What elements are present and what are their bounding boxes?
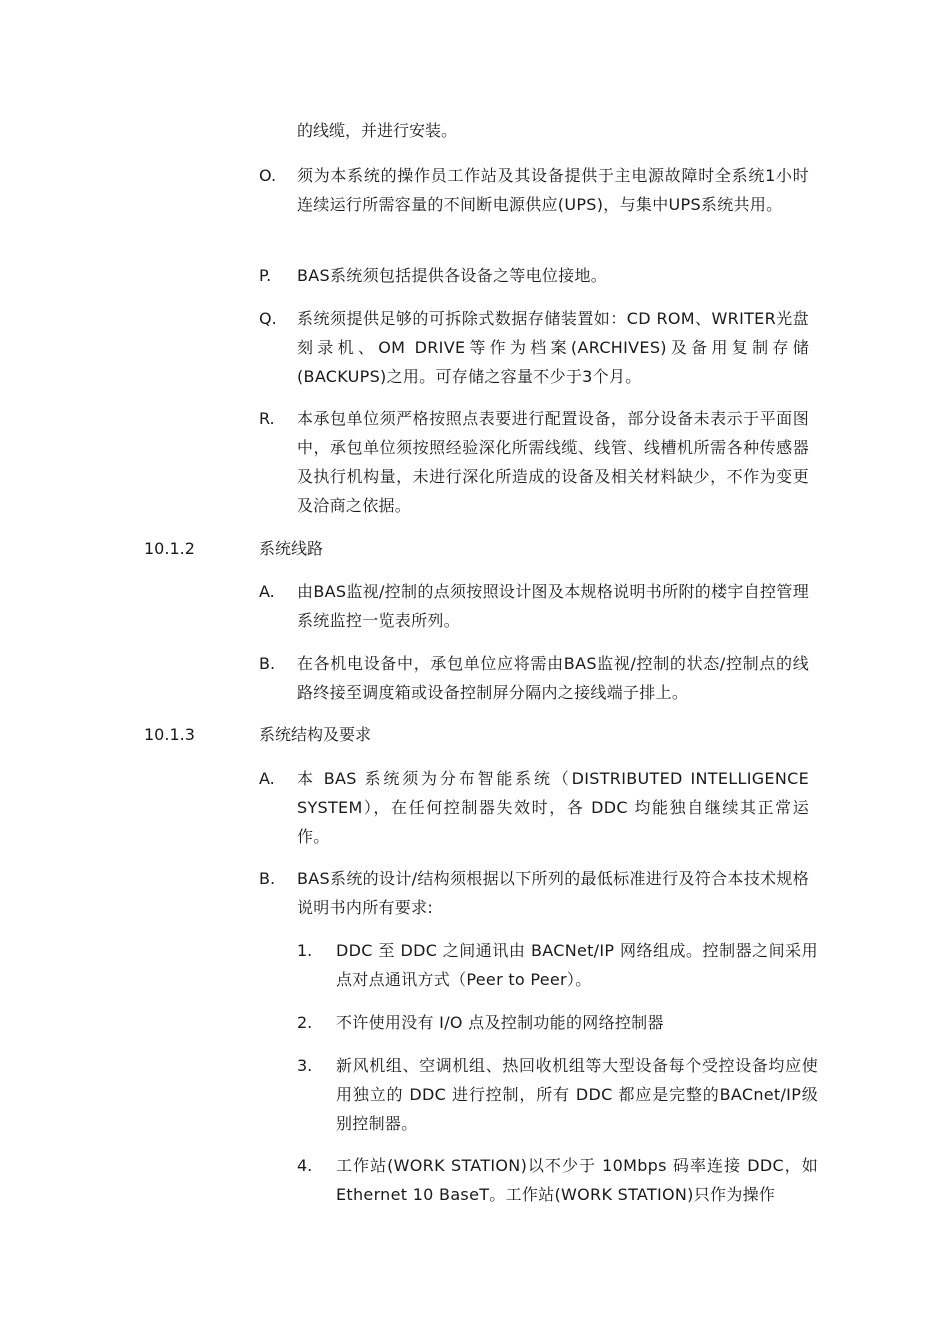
continuation-text: 的线缆，并进行安装。 — [297, 121, 458, 140]
section-title-1012: 系统线路 — [259, 539, 324, 558]
list-label: A. — [259, 582, 275, 601]
list-text: 本承包单位须严格按照点表要进行配置设备，部分设备未表示于平面图中，承包单位须按照经验深化所需线缆、线管、线槽机所需各种传感器及执行机构量，未进行深化所造成的设备及相关材料缺少，不作为变更及洽商之依据。 — [297, 409, 809, 515]
list-item-1012-a — [259, 577, 819, 635]
list-item-r — [259, 404, 819, 520]
sublist-item-3 — [297, 1051, 827, 1138]
section-number-1013: 10.1.3 — [144, 725, 195, 744]
sublist-item-1 — [297, 936, 827, 994]
section-title-1013: 系统结构及要求 — [259, 725, 372, 744]
list-text: 本 BAS 系统须为分布智能系统（DISTRIBUTED INTELLIGENCE SYSTEM），在任何控制器失效时，各 DDC 均能独自继续其正常运作。 — [297, 769, 809, 846]
list-label: 2. — [297, 1013, 313, 1032]
section-number-1012: 10.1.2 — [144, 539, 195, 558]
list-item-p — [259, 261, 819, 290]
list-label: B. — [259, 869, 276, 888]
list-item-q — [259, 304, 819, 391]
list-label: P. — [259, 266, 272, 285]
list-label: A. — [259, 769, 275, 788]
list-label: R. — [259, 409, 275, 428]
list-text: 须为本系统的操作员工作站及其设备提供于主电源故障时全系统1小时连续运行所需容量的不间断电源供应(UPS)，与集中UPS系统共用。 — [297, 166, 809, 214]
list-label: 3. — [297, 1056, 313, 1075]
list-text: DDC 至 DDC 之间通讯由 BACNet/IP 网络组成。控制器之间采用点对点通讯方式（Peer to Peer）。 — [336, 941, 818, 989]
list-text: 新风机组、空调机组、热回收机组等大型设备每个受控设备均应使用独立的 DDC 进行控制，所有 DDC 都应是完整的BACnet/IP级别控制器。 — [336, 1056, 818, 1133]
list-text: 由BAS监视/控制的点须按照设计图及本规格说明书所附的楼宇自控管理系统监控一览表所列。 — [297, 582, 809, 630]
list-label: Q. — [259, 309, 277, 328]
sublist-item-4 — [297, 1151, 827, 1209]
list-label: 1. — [297, 941, 313, 960]
list-text: 在各机电设备中，承包单位应将需由BAS监视/控制的状态/控制点的线路终接至调度箱或设备控制屏分隔内之接线端子排上。 — [297, 654, 809, 702]
list-label: 4. — [297, 1156, 313, 1175]
list-text: BAS系统须包括提供各设备之等电位接地。 — [297, 266, 608, 285]
list-item-1013-a — [259, 764, 819, 851]
list-item-1013-b — [259, 864, 819, 922]
list-item-1012-b — [259, 649, 819, 707]
list-text: 系统须提供足够的可拆除式数据存储装置如：CD ROM、WRITER光盘刻录机、OM DRIVE等作为档案(ARCHIVES)及备用复制存储(BACKUPS)之用。可存储之容量不少于3个月。 — [297, 309, 809, 386]
list-item-o — [259, 161, 819, 219]
list-label: B. — [259, 654, 276, 673]
list-text: 工作站(WORK STATION)以不少于 10Mbps 码率连接 DDC，如 Ethernet 10 BaseT。工作站(WORK STATION)只作为操作 — [336, 1156, 818, 1204]
list-label: O. — [259, 166, 277, 185]
sublist-item-2 — [297, 1008, 827, 1037]
list-text: 不许使用没有 I/O 点及控制功能的网络控制器 — [336, 1013, 664, 1032]
list-text: BAS系统的设计/结构须根据以下所列的最低标准进行及符合本技术规格说明书内所有要求: — [297, 869, 809, 917]
